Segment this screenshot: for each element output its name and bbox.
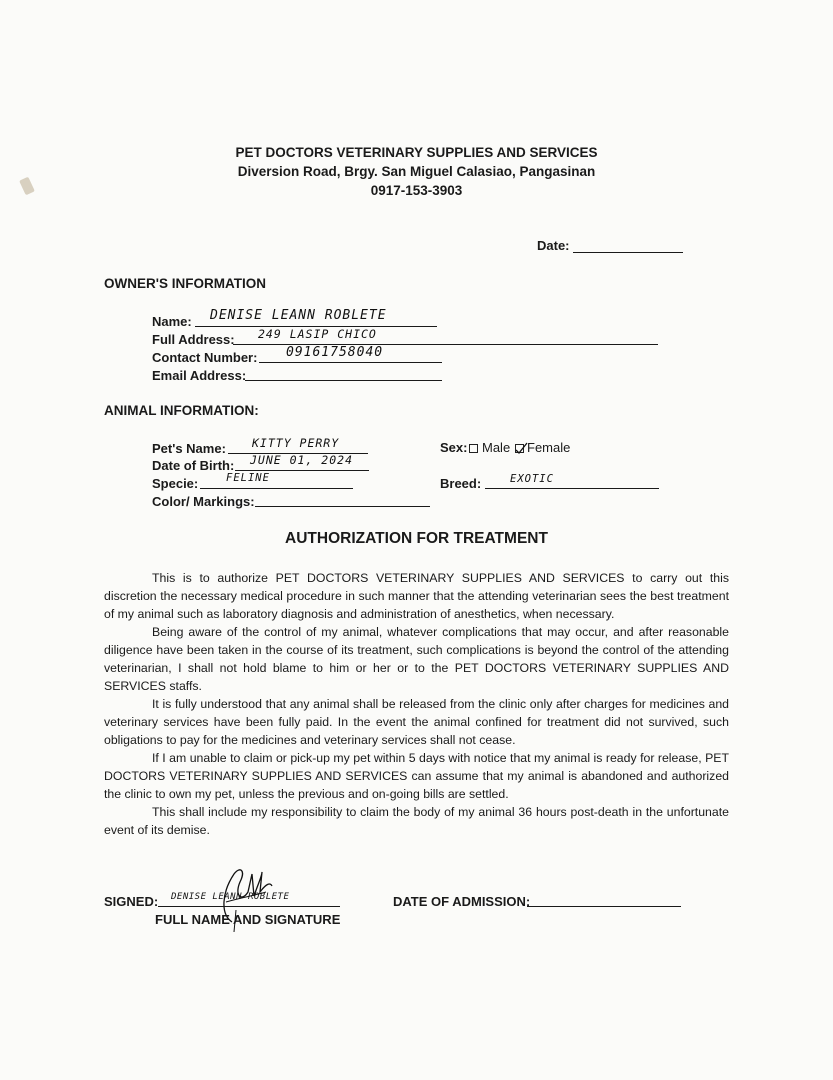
owner-name-label: Name: <box>152 314 192 329</box>
clinic-phone: 0917-153-3903 <box>370 183 463 198</box>
color-markings-field[interactable] <box>255 506 430 507</box>
color-markings-label: Color/ Markings: <box>152 494 255 509</box>
clinic-name: PET DOCTORS VETERINARY SUPPLIES AND SERVICES <box>235 145 598 160</box>
animal-section-title: ANIMAL INFORMATION: <box>104 403 259 418</box>
owner-contact-label: Contact Number: <box>152 350 258 365</box>
admission-date-label: DATE OF ADMISSION: <box>393 894 531 909</box>
authorization-paragraph: If I am unable to claim or pick-up my pet within 5 days with notice that my animal is ready for release, PET DOCTORS VETERINARY SUPPLIES AND SERVICES can assume that my animal is abandoned and authorized the clinic to own my pet, unless the previous and on-going bills are settled. <box>104 751 729 801</box>
clinic-address: Diversion Road, Brgy. San Miguel Calasiao, Pangasinan <box>237 164 596 179</box>
authorization-paragraph: This shall include my responsibility to claim the body of my animal 36 hours post-death in the unfortunate event of its demise. <box>104 805 729 837</box>
owner-contact-field[interactable] <box>259 362 442 363</box>
owner-email-field[interactable] <box>245 380 442 381</box>
authorization-paragraph: This is to authorize PET DOCTORS VETERINARY SUPPLIES AND SERVICES to carry out this discretion the necessary medical procedure in such manner that the attending veterinarian sees the best treatment of my animal such as laboratory diagnosis and administration of anesthetics, when necessary. <box>104 571 729 621</box>
owner-contact-value: 09161758040 <box>286 345 384 360</box>
sex-female-label: Female <box>527 440 571 455</box>
authorization-paragraph: Being aware of the control of my animal, whatever complications that may occur, and after reasonable diligence have been taken in the course of its treatment, such complications is beyond the control of the attending veterinarian, I shall not hold blame to him or her or to the PET DOCTORS VETERINARY SUPPLIES AND SERVICES staffs. <box>104 625 729 693</box>
breed-value: EXOTIC <box>510 473 554 485</box>
species-value: FELINE <box>226 472 270 484</box>
sex-label: Sex: <box>440 440 468 455</box>
signed-name-value: DENISE LEANN ROBLETE <box>171 892 290 902</box>
species-label: Specie: <box>152 476 199 491</box>
owner-name-value: DENISE LEANN ROBLETE <box>210 308 387 323</box>
sex-male-label: Male <box>482 440 511 455</box>
authorization-body <box>104 569 729 839</box>
dob-value: JUNE 01, 2024 <box>250 453 354 467</box>
authorization-paragraph: It is fully understood that any animal shall be released from the clinic only after charges for medicines and veterinary services have been fully paid. In the event the animal confined for treatment did not survived, such obligations to pay for the medicines and veterinary services shall not cease. <box>104 697 729 747</box>
signature-caption: FULL NAME AND SIGNATURE <box>155 912 341 927</box>
owner-address-label: Full Address: <box>152 332 235 347</box>
sex-female-checkbox[interactable] <box>515 444 524 453</box>
authorization-title: AUTHORIZATION FOR TREATMENT <box>285 530 548 547</box>
dob-field[interactable] <box>235 470 369 471</box>
dob-label: Date of Birth: <box>152 458 235 473</box>
owner-section-title: OWNER'S INFORMATION <box>104 276 266 291</box>
sex-male-checkbox[interactable] <box>469 444 478 453</box>
signed-label: SIGNED: <box>104 894 159 909</box>
admission-date-field[interactable] <box>527 906 681 907</box>
breed-field[interactable] <box>485 488 659 489</box>
date-field[interactable] <box>573 252 683 253</box>
species-field[interactable] <box>200 488 353 489</box>
owner-email-label: Email Address: <box>152 368 247 383</box>
owner-address-value: 249 LASIP CHICO <box>258 327 377 341</box>
pet-name-value: KITTY PERRY <box>252 436 340 450</box>
breed-label: Breed: <box>440 476 482 491</box>
date-label: Date: <box>537 238 570 253</box>
check-mark-icon <box>515 443 527 453</box>
pet-name-label: Pet's Name: <box>152 441 226 456</box>
